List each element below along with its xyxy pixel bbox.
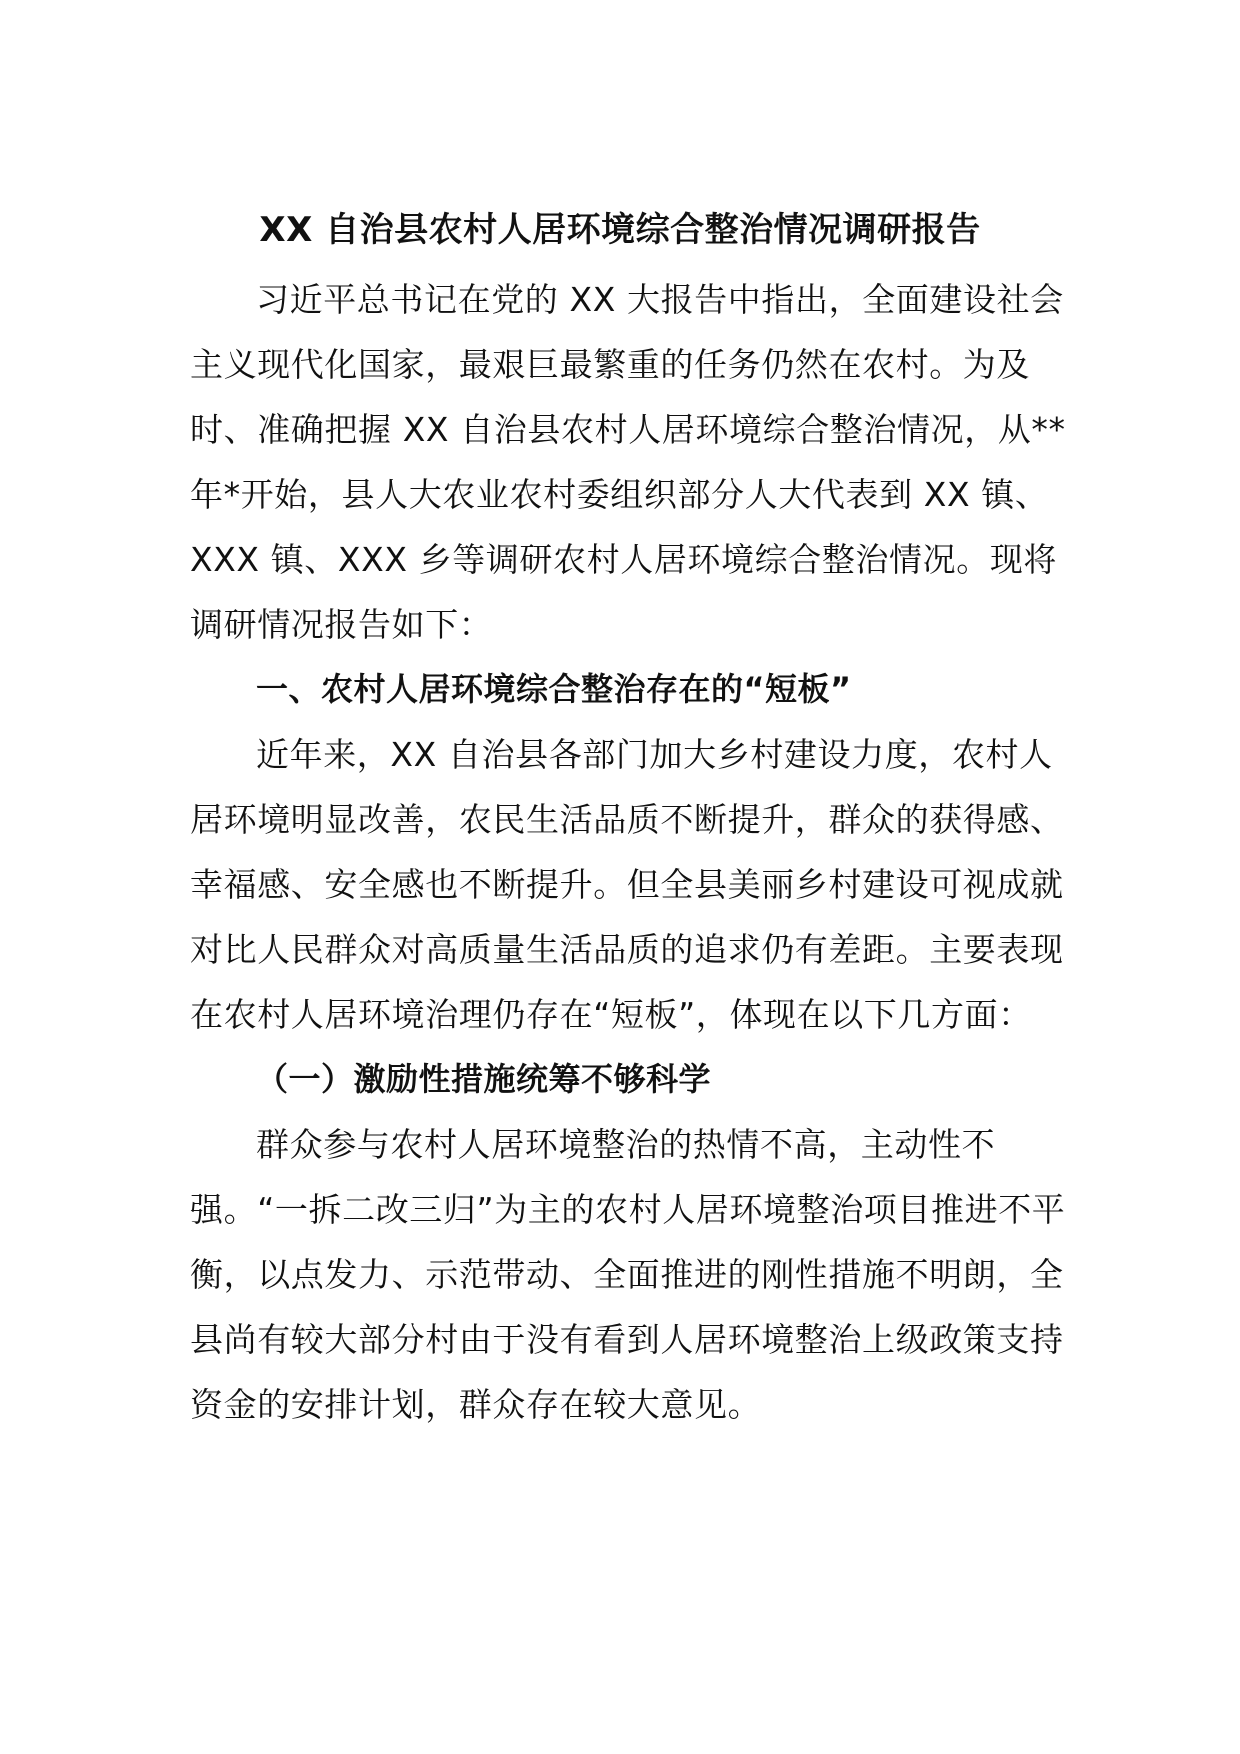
document-title: XX 自治县农村人居环境综合整治情况调研报告 xyxy=(259,210,981,250)
subsection-1-heading: （一）激励性措施统筹不够科学 xyxy=(256,1060,712,1098)
intro-paragraph: 习近平总书记在党的 XX 大报告中指出，全面建设社会主义现代化国家，最艰巨最繁重的任务仍然在农村。为及时、准确把握 XX 自治县农村人居环境综合整治情况，从**年*开始，县人大农业农村委组织部分人大代表到 XX 镇、XXX 镇、XXX 乡等调研农村人居环境综合整治情况。现将调研情况报告如下： xyxy=(190,280,1066,644)
section-1-heading: 一、农村人居环境综合整治存在的“短板” xyxy=(256,670,852,708)
section-1-paragraph: 近年来，XX 自治县各部门加大乡村建设力度，农村人居环境明显改善，农民生活品质不断提升，群众的获得感、幸福感、安全感也不断提升。但全县美丽乡村建设可视成就对比人民群众对高质量生活品质的追求仍有差距。主要表现在农村人居环境治理仍存在“短板”，体现在以下几方面： xyxy=(190,735,1064,1034)
document-body xyxy=(190,267,1070,1437)
subsection-1-paragraph: 群众参与农村人居环境整治的热情不高，主动性不强。“一拆二改三归”为主的农村人居环境整治项目推进不平衡，以点发力、示范带动、全面推进的刚性措施不明朗，全县尚有较大部分村由于没有看到人居环境整治上级政策支持资金的安排计划，群众存在较大意见。 xyxy=(190,1125,1066,1424)
